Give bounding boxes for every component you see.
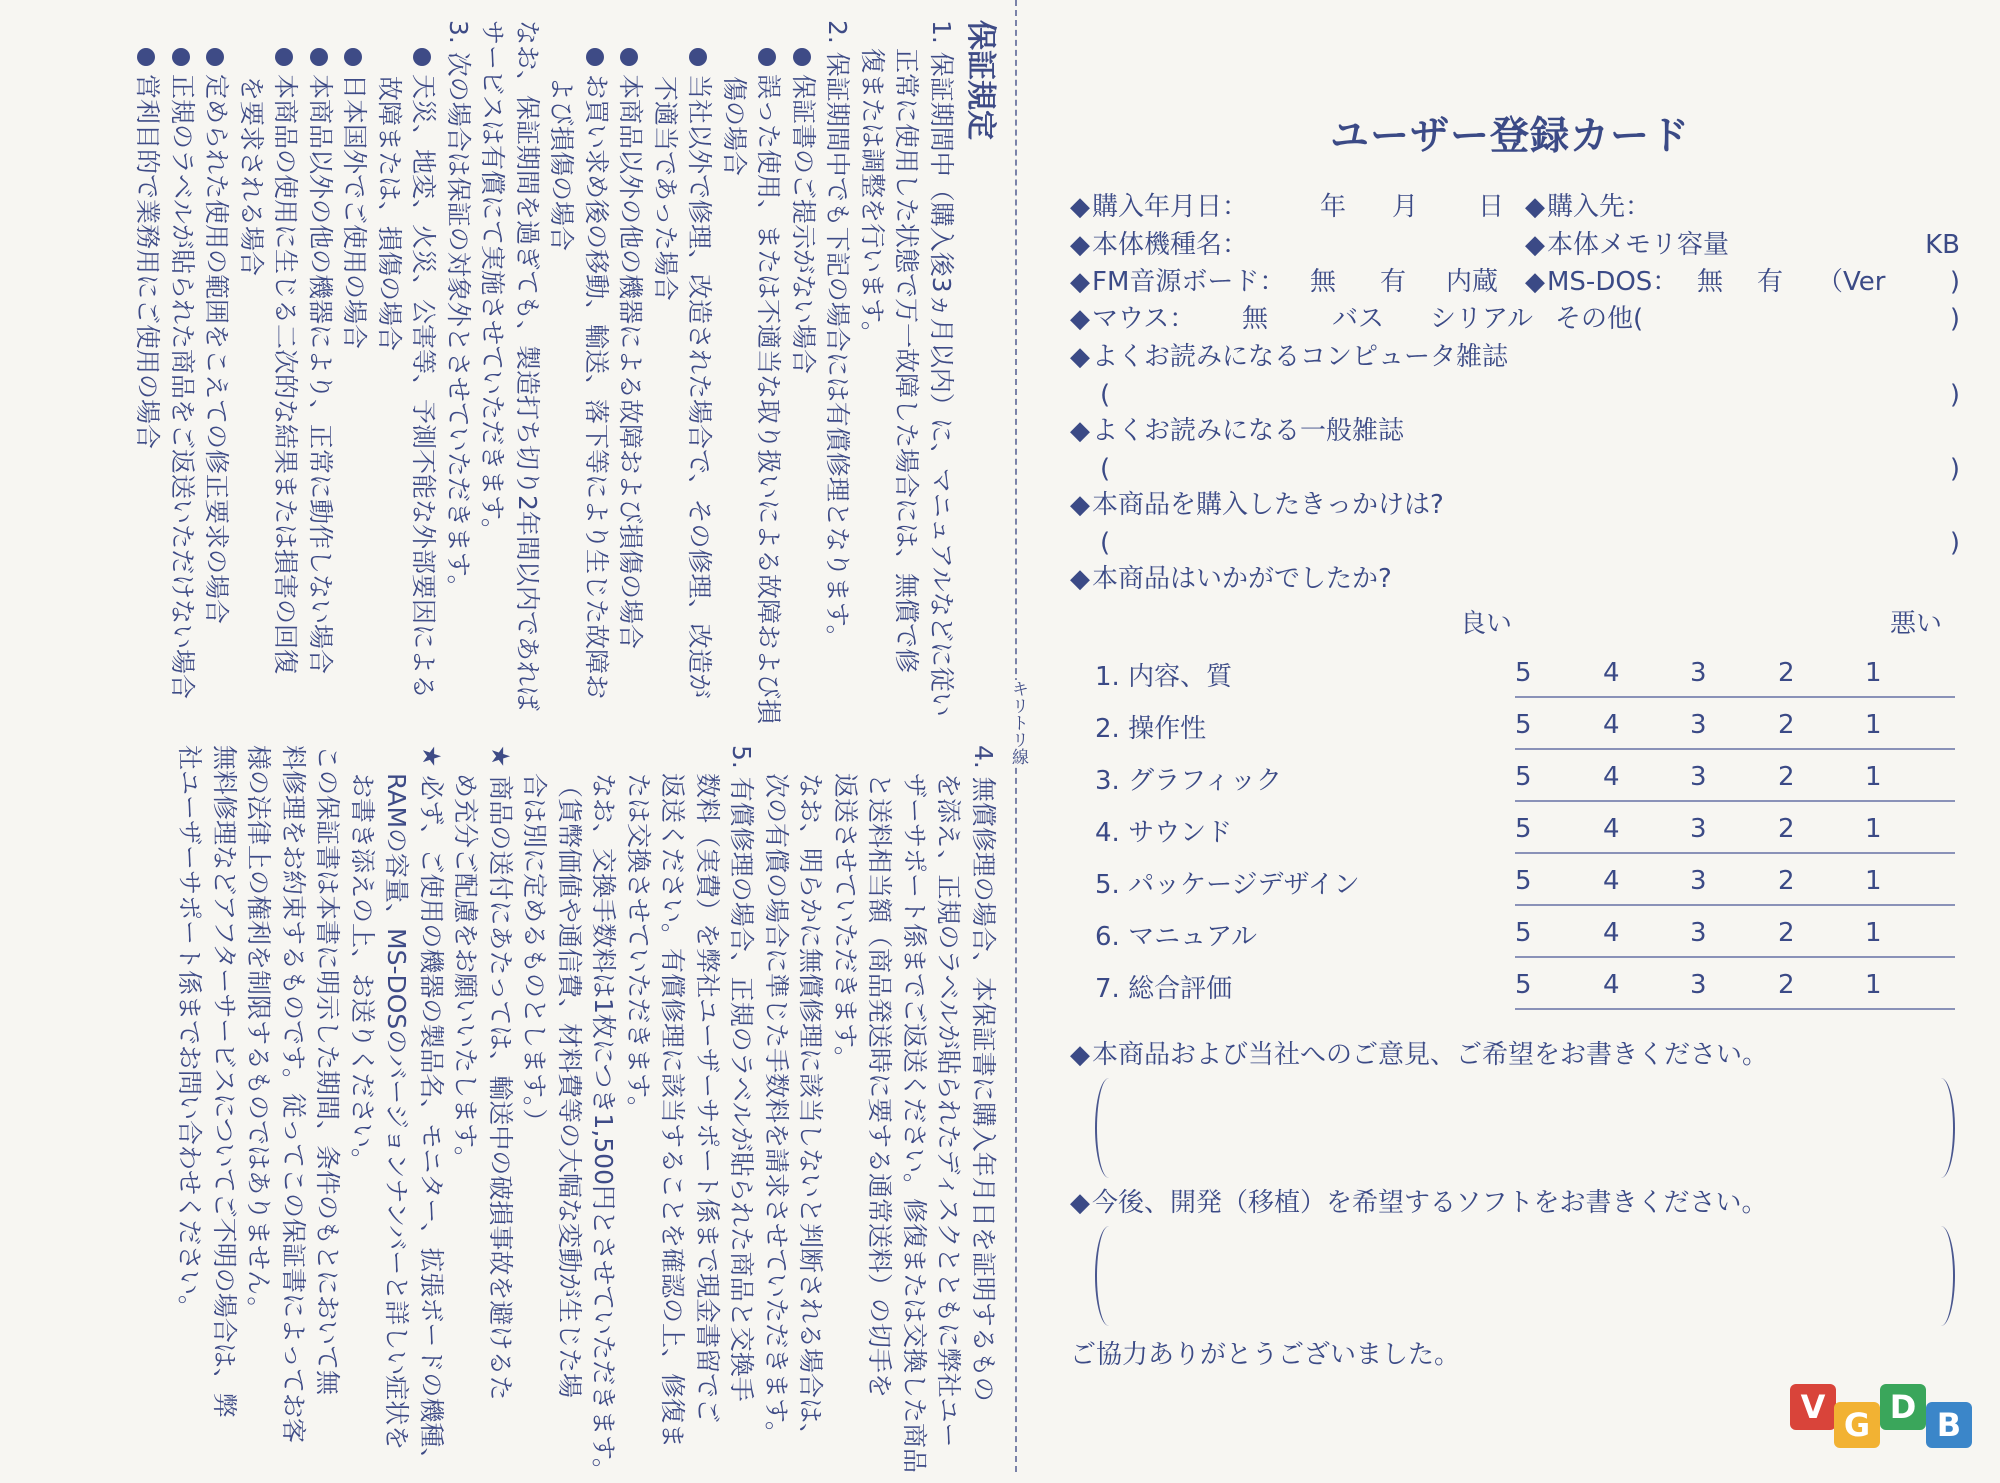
warranty-line [924, 20, 959, 717]
warranty-line-text: 社ユーザーサポート係までお問い合わせください。 [175, 745, 205, 1321]
pc-magazine-label: よくお読みになるコンピュータ雑誌 [1092, 342, 1509, 372]
warranty-line-text: 5. 有償修理の場合、正規のラベルが貼られた商品と交換手 [727, 745, 757, 1402]
paren-close: ) [1949, 454, 1960, 484]
warranty-line-text: サービスは有償にて実施させていただきます。 [478, 20, 508, 544]
rating-score-option[interactable]: 5 [1515, 762, 1532, 792]
warranty-line-text: ★ 必ず、ご使用の機器の製品名、モニター、拡張ボードの機種、 [417, 745, 446, 1473]
rating-score-option[interactable]: 5 [1515, 918, 1532, 948]
rating-underline [1515, 748, 1955, 750]
msdos-option-yes[interactable]: 有 [1757, 267, 1784, 297]
rating-underline [1515, 904, 1955, 906]
warranty-line [207, 745, 242, 1435]
paren-open: ( [1100, 380, 1111, 410]
other-label: その他( [1555, 304, 1644, 334]
warranty-line-text: なお、保証期間を過ぎても、製造打ち切り2年間以内であれば [513, 20, 542, 711]
big-paren-open [1095, 1226, 1123, 1326]
warranty-line-text: 営利目的で業務用にご使用の場合 [133, 74, 163, 450]
fm-option-yes[interactable]: 有 [1380, 267, 1407, 297]
warranty-line-text: ザーサポート係までご返送ください。修復または交換した商品 [900, 773, 929, 1474]
rating-score-option[interactable]: 3 [1690, 762, 1707, 792]
bullet-dot-icon [138, 48, 156, 66]
warranty-line [552, 745, 587, 1435]
card-title: ユーザー登録カード [1329, 114, 1690, 159]
warranty-line [717, 20, 752, 710]
rating-score-option[interactable]: 5 [1515, 970, 1532, 1000]
year-label: 年 [1320, 192, 1347, 222]
memory-field[interactable] [1525, 228, 1960, 262]
warranty-line-text: 故障または、損傷の場合 [375, 76, 404, 352]
bullet-dot-icon [586, 48, 604, 66]
rating-row[interactable] [1095, 860, 1975, 912]
warranty-line-text: を要求される場合 [237, 76, 266, 277]
rating-score-option[interactable]: 2 [1778, 918, 1795, 948]
cut-line-label: キリトリ線 [1003, 680, 1027, 765]
rating-score-option[interactable]: 1 [1865, 762, 1882, 792]
warranty-line [448, 745, 483, 1435]
general-magazine-answer[interactable] [1100, 452, 1960, 486]
paren-close: ) [1949, 528, 1960, 558]
bullet-dot-icon [690, 48, 708, 66]
fm-board-label: FM音源ボード： [1092, 267, 1286, 297]
warranty-line [130, 20, 165, 710]
rating-score-option[interactable]: 5 [1515, 658, 1532, 688]
warranty-line [931, 745, 966, 1448]
rating-item-label: 7. 総合評価 [1095, 974, 1233, 1004]
mouse-option-serial[interactable]: シリアル [1430, 304, 1533, 334]
logo-letter-v: V [1790, 1384, 1836, 1430]
warranty-line [855, 20, 890, 710]
warranty-line [862, 745, 897, 1435]
warranty-line [510, 20, 545, 710]
month-label: 月 [1392, 192, 1419, 222]
registration-card [1060, 0, 1960, 1472]
warranty-line [544, 20, 579, 710]
warranty-line-text: 日本国外でご使用の場合 [340, 74, 370, 350]
opinion-question [1070, 1038, 1768, 1072]
warranty-line-text: 次の有償の場合に準じた手数料を請求させていただきます。 [762, 773, 791, 1447]
bullet-dot-icon [621, 48, 639, 66]
warranty-line [268, 20, 303, 710]
warranty-line [517, 745, 552, 1435]
diamond-bullet-icon: ◆ [1525, 230, 1545, 260]
warranty-line [372, 20, 407, 710]
warranty-line-text: なお、明らかに無償修理に該当しないと判断される場合は、 [796, 773, 826, 1449]
warranty-line-text: たは交換させていただきます。 [624, 773, 653, 1122]
warranty-line [414, 745, 449, 1473]
rating-question [1070, 562, 1392, 596]
rating-score-option[interactable]: 4 [1603, 814, 1620, 844]
warranty-line-text: ★ 商品の送付にあたっては、輸送中の破損事故を避けるた [486, 745, 515, 1401]
rating-score-option[interactable]: 2 [1778, 866, 1795, 896]
warranty-line [172, 745, 207, 1435]
msdos-field[interactable] [1525, 265, 1960, 299]
warranty-line [648, 20, 683, 710]
warranty-line [820, 20, 855, 710]
logo-letter-g: G [1834, 1402, 1880, 1448]
warranty-text-block [0, 20, 1000, 1483]
bullet-dot-icon [172, 48, 190, 66]
warranty-line [276, 745, 311, 1444]
logo-letter-b: B [1926, 1402, 1972, 1448]
warranty-line [690, 745, 725, 1435]
rating-underline [1515, 696, 1955, 698]
warranty-line-text: 様の法律上の権利を制限するものではありません。 [244, 745, 274, 1322]
rating-score-option[interactable]: 2 [1778, 814, 1795, 844]
warranty-line-text: 返送ください。有償修理に該当することを確認の上、修復ま [658, 773, 688, 1449]
purchase-date-label: 購入年月日： [1092, 192, 1249, 222]
warranty-line [406, 20, 441, 710]
rating-underline [1515, 852, 1955, 854]
msdos-option-none[interactable]: 無 [1697, 267, 1724, 297]
diamond-bullet-icon: ◆ [1070, 490, 1090, 520]
warranty-line [751, 20, 786, 725]
warranty-line-text: なお、交換手数料は1枚につき1,500円とさせていただきます。 [589, 773, 619, 1483]
rating-row[interactable] [1095, 756, 1975, 808]
bullet-dot-icon [207, 48, 225, 66]
request-question [1070, 1186, 1767, 1220]
rating-score-option[interactable]: 3 [1690, 658, 1707, 688]
warranty-line-text: 本商品の使用に生じる二次的な結果または損害の回復 [271, 74, 301, 675]
rating-score-option[interactable]: 1 [1865, 814, 1882, 844]
paren-open: ( [1100, 454, 1111, 484]
diamond-bullet-icon: ◆ [1525, 267, 1545, 297]
warranty-line-text: RAMの容量、MS-DOSのバージョンナンバーと詳しい症状を [382, 773, 412, 1451]
warranty-line [613, 20, 648, 710]
rating-underline [1515, 800, 1955, 802]
warranty-line-text: 合は別に定めるものとします。） [520, 773, 550, 1134]
warranty-line [655, 745, 690, 1449]
vgdb-logo [1790, 1384, 1990, 1454]
rating-score-option[interactable]: 3 [1690, 710, 1707, 740]
rating-score-option[interactable]: 3 [1690, 918, 1707, 948]
reason-question [1070, 488, 1444, 522]
big-paren-close [1927, 1226, 1955, 1326]
warranty-line-text: この保証書は本書に明示した期間、条件のもとにおいて無 [313, 745, 343, 1396]
warranty-line [303, 20, 338, 710]
reason-label: 本商品を購入したきっかけは? [1092, 490, 1444, 520]
warranty-line [724, 745, 759, 1435]
warranty-line [897, 745, 932, 1474]
mouse-option-none[interactable]: 無 [1242, 304, 1269, 334]
warranty-line-text: 2. 保証期間中でも下記の場合には有償修理となります。 [823, 20, 853, 650]
warranty-line-text: 1. 保証期間中（購入後3ヵ月以内）に、マニュアルなどに従い [927, 20, 956, 717]
rating-score-option[interactable]: 2 [1778, 970, 1795, 1000]
memory-label: 本体メモリ容量 [1547, 230, 1730, 260]
paren-open: ( [1100, 528, 1111, 558]
rating-good-label: 良い [1460, 609, 1513, 639]
rating-score-option[interactable]: 1 [1865, 710, 1882, 740]
warranty-line-text: 料修理をお約束するものです。従ってこの保証書によってお客 [279, 745, 308, 1444]
rating-item-label: 6. マニュアル [1095, 922, 1258, 952]
warranty-line-text: め充分ご配慮をお願いいたします。 [451, 773, 481, 1172]
rating-score-option[interactable]: 4 [1603, 866, 1620, 896]
diamond-bullet-icon: ◆ [1070, 267, 1090, 297]
bullet-dot-icon [414, 48, 432, 66]
warranty-line [337, 20, 372, 710]
warranty-line [345, 745, 380, 1435]
request-answer-area[interactable] [1095, 1226, 1955, 1330]
warranty-line [828, 745, 863, 1435]
pc-magazine-question [1070, 340, 1508, 374]
rating-item-label: 3. グラフィック [1095, 766, 1282, 796]
diamond-bullet-icon: ◆ [1070, 230, 1090, 260]
warranty-line [889, 20, 924, 710]
warranty-line-text: 不適当であった場合 [651, 76, 680, 301]
msdos-label: MS-DOS： [1547, 267, 1679, 297]
warranty-line-text: 当社以外で修理、改造された場合で、その修理、改造が [685, 74, 715, 699]
diamond-bullet-icon: ◆ [1525, 192, 1545, 222]
warranty-line-text: 誤った使用、または不適当な取り扱いによる故障および損 [754, 74, 784, 725]
warranty-line [793, 745, 828, 1449]
shop-label: 購入先： [1547, 192, 1652, 222]
rating-score-option[interactable]: 3 [1690, 814, 1707, 844]
rating-item-label: 2. 操作性 [1095, 714, 1207, 744]
rating-score-option[interactable]: 2 [1778, 710, 1795, 740]
warranty-line-text: 4. 無償修理の場合、本保証書に購入年月日を証明するもの [969, 745, 998, 1402]
warranty-line [379, 745, 414, 1451]
warranty-line [682, 20, 717, 710]
fm-option-builtin[interactable]: 内蔵 [1446, 267, 1499, 297]
warranty-line [621, 745, 656, 1435]
rating-score-option[interactable]: 4 [1603, 710, 1620, 740]
purchase-date-field[interactable] [1070, 190, 1505, 224]
rating-score-option[interactable]: 4 [1603, 658, 1620, 688]
opinion-label: 本商品および当社へのご意見、ご希望をお書きください。 [1092, 1040, 1769, 1070]
mouse-label: マウス： [1092, 304, 1196, 334]
fm-board-field[interactable] [1070, 265, 1499, 299]
fm-option-none[interactable]: 無 [1310, 267, 1337, 297]
rating-item-label: 1. 内容、質 [1095, 662, 1233, 692]
warranty-line-text: 正規のラベルが貼られた商品をご返送いただけない場合 [168, 74, 197, 700]
warranty-line [241, 745, 276, 1435]
warranty-line [441, 20, 476, 710]
bullet-dot-icon [793, 48, 811, 66]
diamond-bullet-icon: ◆ [1070, 564, 1090, 594]
warranty-column-1 [0, 20, 1000, 725]
warranty-line [579, 20, 614, 710]
warranty-line-text: 本商品以外の他の機器による故障および損傷の場合 [616, 74, 646, 650]
warranty-line-text: 定められた使用の範囲をこえての修正要求の場合 [202, 74, 232, 625]
rating-item-label: 5. パッケージデザイン [1095, 870, 1360, 900]
rating-score-option[interactable]: 1 [1865, 658, 1882, 688]
rating-score-option[interactable]: 1 [1865, 918, 1882, 948]
rating-score-option[interactable]: 5 [1515, 710, 1532, 740]
bullet-dot-icon [310, 48, 328, 66]
warranty-line [759, 745, 794, 1447]
rating-question-label: 本商品はいかがでしたか? [1092, 564, 1392, 594]
rating-underline [1515, 956, 1955, 958]
rating-row[interactable] [1095, 912, 1975, 964]
big-paren-close [1927, 1078, 1955, 1178]
rating-score-option[interactable]: 3 [1690, 970, 1707, 1000]
diamond-bullet-icon: ◆ [1070, 416, 1090, 446]
warranty-line-text: 無料修理などアフターサービスについてご不明の場合は、弊 [210, 745, 239, 1418]
diamond-bullet-icon: ◆ [1070, 192, 1090, 222]
warranty-line [966, 745, 1001, 1435]
msdos-version-label: （Ver [1817, 267, 1886, 297]
warranty-line-text: 3. 次の場合は保証の対象外とさせていただきます。 [444, 20, 473, 600]
reason-answer[interactable] [1100, 526, 1960, 560]
rating-row[interactable] [1095, 808, 1975, 860]
big-paren-open [1095, 1078, 1123, 1178]
msdos-version-close: ) [1949, 267, 1960, 297]
rating-score-option[interactable]: 4 [1603, 762, 1620, 792]
pc-magazine-answer[interactable] [1100, 378, 1960, 412]
warranty-line-text: （貨幣価値や通信費、材料費等の大幅な変動が生じた場 [555, 773, 584, 1399]
rating-score-option[interactable]: 1 [1865, 866, 1882, 896]
warranty-line [586, 745, 621, 1483]
logo-letter-d: D [1880, 1384, 1926, 1430]
warranty-line-text: 返送させていただきます。 [831, 773, 860, 1072]
memory-unit: KB [1925, 230, 1960, 260]
request-label: 今後、開発（移植）を希望するソフトをお書きください。 [1092, 1188, 1768, 1218]
mouse-field[interactable] [1070, 302, 1533, 336]
warranty-line-text: 保証書のご提示がない場合 [789, 74, 818, 375]
bullet-dot-icon [345, 48, 363, 66]
warranty-line-text: と送料相当額（商品発送時に要する通常送料）の切手を [865, 773, 895, 1399]
rating-score-option[interactable]: 3 [1690, 866, 1707, 896]
warranty-line-text: お買い求め後の移動、輸送、落下等により生じた故障お [582, 74, 611, 700]
warranty-line [475, 20, 510, 710]
warranty-line-text: 本商品以外の他の機器により、正常に動作しない場合 [306, 74, 335, 675]
warranty-line [165, 20, 200, 710]
warranty-line-text: 傷の場合 [720, 76, 749, 177]
diamond-bullet-icon: ◆ [1070, 342, 1090, 372]
shop-field[interactable] [1525, 190, 1651, 224]
general-magazine-question [1070, 414, 1404, 448]
rating-score-option[interactable]: 4 [1603, 970, 1620, 1000]
other-close: ) [1949, 304, 1960, 334]
paren-close: ) [1949, 380, 1960, 410]
opinion-answer-area[interactable] [1095, 1078, 1955, 1182]
rating-item-label: 4. サウンド [1095, 818, 1233, 848]
other-field[interactable] [1555, 302, 1960, 336]
warranty-line-text: 数料（実費）を弊社ユーザーサポート係まで現金書留でご [693, 773, 722, 1424]
diamond-bullet-icon: ◆ [1070, 1188, 1090, 1218]
rating-score-option[interactable]: 4 [1603, 918, 1620, 948]
rating-row[interactable] [1095, 652, 1975, 704]
rating-bad-label: 悪い [1890, 609, 1943, 639]
bullet-dot-icon [759, 48, 777, 66]
rating-row[interactable] [1095, 704, 1975, 756]
rating-score-option[interactable]: 2 [1778, 762, 1795, 792]
warranty-line [234, 20, 269, 710]
warranty-line-text: 天災、地変、火災、公害等、予測不能な外部要因による [409, 74, 439, 700]
general-magazine-label: よくお読みになる一般雑誌 [1092, 416, 1405, 446]
warranty-line [199, 20, 234, 710]
rating-score-option[interactable]: 5 [1515, 814, 1532, 844]
thanks-message: ご協力ありがとうございました。 [1070, 1340, 1461, 1370]
bullet-dot-icon [276, 48, 294, 66]
rating-score-option[interactable]: 1 [1865, 970, 1882, 1000]
warranty-line-text: 正常に使用した状態で万一故障した場合には、無償で修 [892, 48, 922, 674]
warranty-line [786, 20, 821, 710]
warranty-line-text: よび損傷の場合 [547, 76, 577, 252]
warranty-line [483, 745, 518, 1435]
model-label: 本体機種名： [1092, 230, 1249, 260]
warranty-line [310, 745, 345, 1435]
warranty-column-2 [0, 745, 1000, 1483]
warranty-line-text: を添え、正規のラベルが貼られたディスクとともに弊社ユー [934, 773, 964, 1448]
rating-row[interactable] [1095, 964, 1975, 1016]
mouse-option-bus[interactable]: バス [1332, 304, 1385, 334]
model-field[interactable] [1070, 228, 1248, 262]
day-label: 日 [1478, 192, 1505, 222]
rating-score-option[interactable]: 5 [1515, 866, 1532, 896]
rating-underline [1515, 1008, 1955, 1010]
warranty-line-text: お書き添えの上、お送りください。 [348, 773, 377, 1174]
diamond-bullet-icon: ◆ [1070, 304, 1090, 334]
warranty-line-text: 復または調整を行います。 [858, 48, 887, 347]
warranty-title: 保証規定 [963, 20, 998, 140]
diamond-bullet-icon: ◆ [1070, 1040, 1090, 1070]
rating-score-option[interactable]: 2 [1778, 658, 1795, 688]
